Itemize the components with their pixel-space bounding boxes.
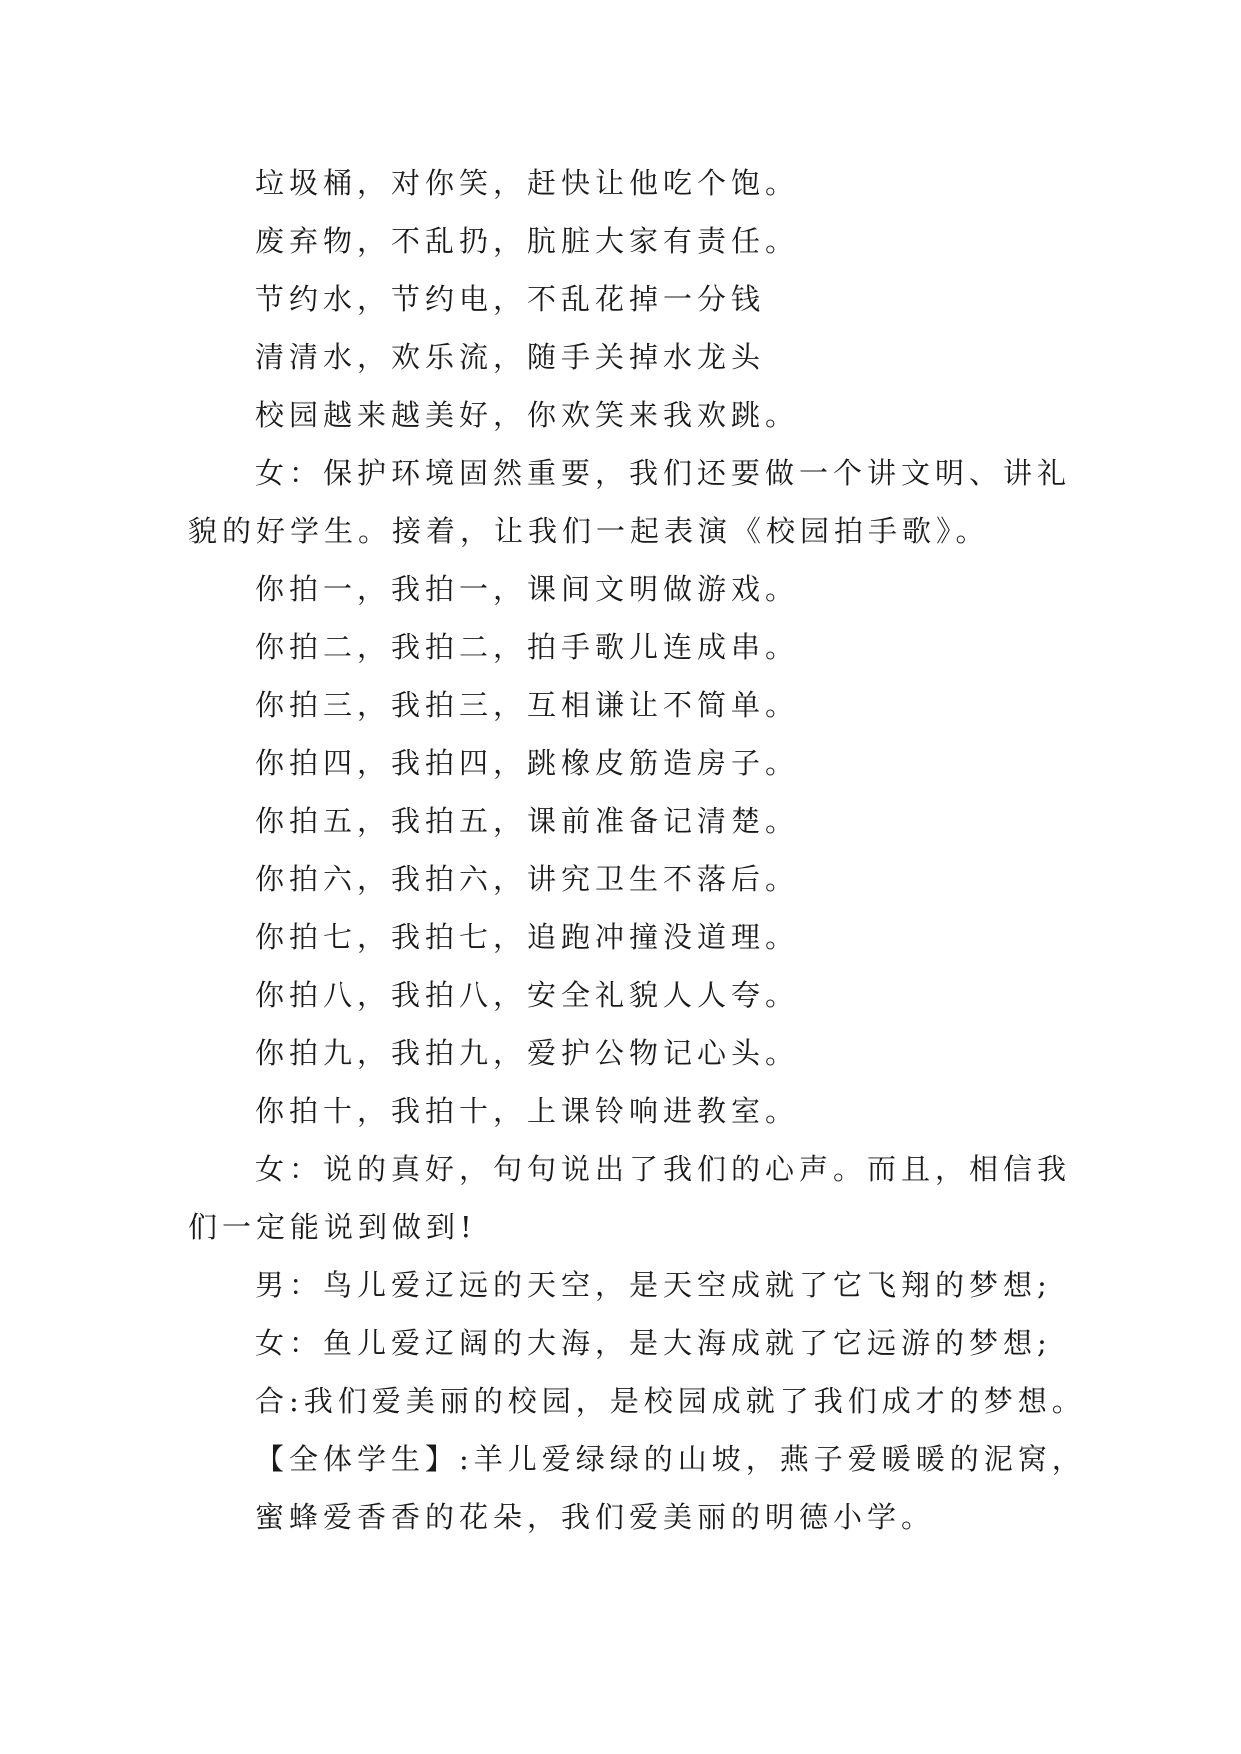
- text-line: 女：鱼儿爱辽阔的大海，是大海成就了它远游的梦想;: [255, 1326, 1052, 1360]
- text-line: 你拍一，我拍一，课间文明做游戏。: [255, 572, 800, 606]
- document-body: [188, 154, 1086, 1546]
- text-line: 【全体学生】:羊儿爱绿绿的山坡，燕子爱暖暖的泥窝，: [255, 1442, 1086, 1476]
- text-line: 你拍三，我拍三，互相谦让不简单。: [255, 688, 800, 722]
- text-line: 女：保护环境固然重要，我们还要做一个讲文明、讲礼: [255, 456, 1072, 490]
- text-line: 你拍九，我拍九，爱护公物记心头。: [255, 1036, 800, 1070]
- text-line: 垃圾桶，对你笑，赶快让他吃个饱。: [255, 166, 800, 200]
- text-line: 清清水，欢乐流，随手关掉水龙头: [255, 340, 766, 374]
- text-line: 合:我们爱美丽的校园，是校园成就了我们成才的梦想。: [255, 1384, 1086, 1418]
- text-line: 蜜蜂爱香香的花朵，我们爱美丽的明德小学。: [255, 1500, 936, 1534]
- text-line: 你拍十，我拍十，上课铃响进教室。: [255, 1094, 800, 1128]
- text-line: 你拍六，我拍六，讲究卫生不落后。: [255, 862, 800, 896]
- text-line: 你拍八，我拍八，安全礼貌人人夸。: [255, 978, 800, 1012]
- text-line: 貌的好学生。接着，让我们一起表演《校园拍手歌》。: [188, 514, 990, 548]
- text-line: 们一定能说到做到!: [188, 1210, 477, 1244]
- text-line: 女：说的真好，句句说出了我们的心声。而且，相信我: [255, 1152, 1072, 1186]
- text-line: 节约水，节约电，不乱花掉一分钱: [255, 282, 766, 316]
- text-line: 校园越来越美好，你欢笑来我欢跳。: [255, 398, 800, 432]
- text-line: 你拍四，我拍四，跳橡皮筋造房子。: [255, 746, 800, 780]
- text-line: 你拍七，我拍七，追跑冲撞没道理。: [255, 920, 800, 954]
- text-line: 你拍二，我拍二，拍手歌儿连成串。: [255, 630, 800, 664]
- text-line: 你拍五，我拍五，课前准备记清楚。: [255, 804, 800, 838]
- text-line: 男：鸟儿爱辽远的天空，是天空成就了它飞翔的梦想;: [255, 1268, 1052, 1302]
- text-line: 废弃物，不乱扔，肮脏大家有责任。: [255, 224, 800, 258]
